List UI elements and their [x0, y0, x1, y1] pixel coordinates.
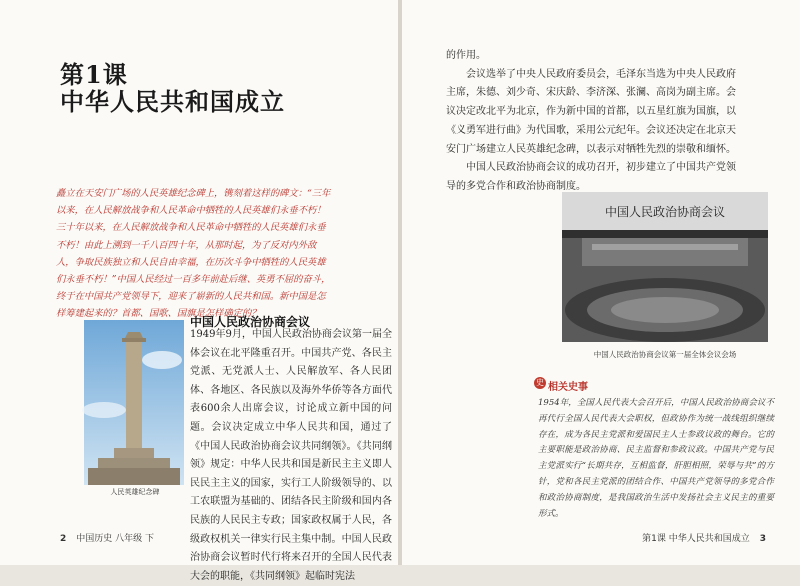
footer-text: 第1课 中华人民共和国成立 [642, 534, 750, 544]
footer-text: 中国历史 八年级 下 [76, 534, 154, 544]
meeting-banner: 中国人民政治协商会议 [604, 205, 726, 219]
related-text: 1954年，全国人民代表大会召开后，中国人民政治协商会议不再代行全国人民代表大会职权，但政协作为统一战线组织继续存在，成为各民主党派和爱国民主人士参政议政的舞台。它的主要职能是政治协商、民主监督和参政议政。中国共产党与民主党派实行“长期共存，互相监督，肝胆相照，荣辱与共”的方针，党和各民主党派的团结合作、中国共产党领导的多党合作和政治协商制度，是我国政治生活中发扬社会主义民主的重要形式。 [538, 398, 774, 519]
monument-caption: 人民英雄纪念碑 [110, 488, 160, 496]
page-number: 2 [60, 534, 67, 544]
section-heading: 中国人民政治协商会议 [190, 315, 311, 329]
paragraph: 中国人民政治协商会议的成功召开，初步建立了中国共产党领导的多党合作和政治协商制度。 [446, 162, 736, 192]
body-text: 1949年9月，中国人民政治协商会议第一届全体会议在北平隆重召开。中国共产党、各民主党派、无党派人士、人民解放军、各人民团体、各地区、各民族以及海外华侨等各方面代表600余人出席会议，讨论成立新中国的问题。会议决定成立中华人民共和国，通过了《中国人民政治协商会议共同纲领》。《共同纲领》规定：中华人民共和国是新民主主义即人民民主主义的国家，实行工人阶级领导的、以工农联盟为基础的、团结各民主阶级和国内各民族的人民民主专政；国家政权属于人民，各级政权机关一律实行民主集中制。中国人民政治协商会议暂时代行将来召开的全国人民代表大会的职能，《共同纲领》起临时宪法 [190, 329, 392, 582]
lesson-intro: 矗立在天安门广场的人民英雄纪念碑上，镌刻着这样的碑文：“三年以来，在人民解放战争和人民革命中牺牲的人民英雄们永垂不朽！三十年以来，在人民解放战争和人民革命中牺牲的人民英雄们永垂不朽！由此上溯到一千八百四十年，从那时起，为了反对内外敌人，争取民族独立和人民自由幸福，在历次斗争中牺牲的人民英雄们永垂不朽！”中国人民经过一百多年前赴后继、英勇不屈的奋斗，终于在中国共产党领导下，迎来了崭新的人民共和国。新中国是怎样筹建起来的？首都、国歌、国旗是怎样确定的？ [56, 188, 331, 320]
meeting-caption: 中国人民政治协商会议第一届全体会议会场 [593, 350, 737, 359]
page-number: 3 [759, 534, 766, 544]
left-page [0, 0, 398, 582]
monument-photo [84, 320, 184, 485]
related-heading: 相关史事 [548, 382, 588, 393]
lesson-title: 中华人民共和国成立 [60, 87, 285, 116]
left-footer [60, 531, 154, 544]
paragraph: 的作用。 [446, 50, 486, 61]
history-icon: 史 [536, 378, 544, 387]
right-page [402, 0, 800, 565]
lesson-number: 第1课 [60, 60, 128, 89]
meeting-photo [562, 192, 768, 342]
right-body [446, 47, 736, 197]
right-footer [642, 531, 766, 544]
paragraph: 会议选举了中央人民政府委员会，毛泽东当选为中央人民政府主席，朱德、刘少奇、宋庆龄、李济深、张澜、高岗为副主席。会议决定改北平为北京，作为新中国的首都，以五星红旗为国旗，以《义勇军进行曲》为代国歌，采用公元纪年。会议还决定在北京天安门广场建立人民英雄纪念碑，以表示对牺牲先烈的崇敬和缅怀。 [446, 68, 736, 155]
